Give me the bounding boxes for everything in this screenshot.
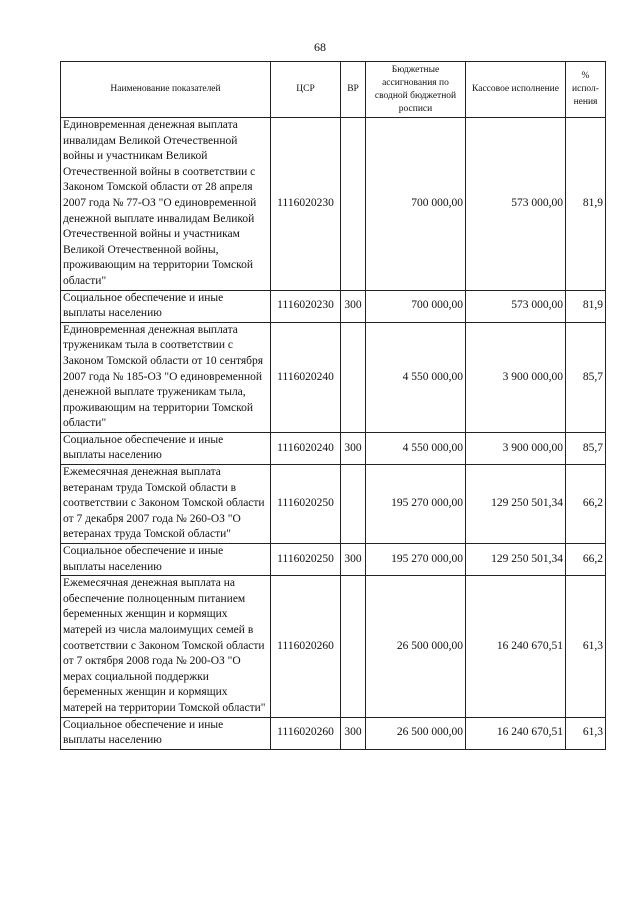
table-row [61,118,606,291]
row-pct: 81,9 [566,290,606,322]
page-number: 68 [314,40,326,54]
row-budget: 4 550 000,00 [366,322,466,432]
header-cash: Кассовое исполнение [466,62,566,118]
row-vr [341,465,366,544]
table-row [61,465,606,544]
row-name: Социальное обеспечение и иные выплаты населению [61,432,271,464]
row-name: Социальное обеспечение и иные выплаты населению [61,290,271,322]
row-cash: 3 900 000,00 [466,432,566,464]
budget-execution-table [60,61,606,750]
row-name: Ежемесячная денежная выплата ветеранам труда Томской области в соответствии с Законом Томской области от 7 декабря 2007 года № 260-ОЗ "О ветеранах труда Томской области" [61,465,271,544]
row-cash: 573 000,00 [466,118,566,291]
row-vr: 300 [341,544,366,576]
row-name: Социальное обеспечение и иные выплаты населению [61,544,271,576]
row-vr: 300 [341,717,366,749]
table-header-row [61,62,606,118]
row-name: Единовременная денежная выплата инвалидам Великой Отечественной войны и участникам Великой Отечественной войны в соответствии с Законом Томской области от 28 апреля 2007 года № 77-ОЗ "О единовременной денежной выплате инвалидам Великой Отечественной войны и участникам Великой Отечественной войны, проживающим на территории Томской области" [61,118,271,291]
header-csr: ЦСР [271,62,341,118]
row-pct: 66,2 [566,544,606,576]
row-pct: 61,3 [566,576,606,717]
row-budget: 26 500 000,00 [366,717,466,749]
row-budget: 700 000,00 [366,290,466,322]
header-pct: % испол-нения [566,62,606,118]
row-cash: 129 250 501,34 [466,544,566,576]
row-csr: 1116020260 [271,717,341,749]
row-pct: 61,3 [566,717,606,749]
row-vr [341,118,366,291]
table-row [61,432,606,464]
header-budget: Бюджетные ассигнования по сводной бюджетной росписи [366,62,466,118]
table-row [61,717,606,749]
row-csr: 1116020260 [271,576,341,717]
row-budget: 700 000,00 [366,118,466,291]
row-csr: 1116020240 [271,322,341,432]
table-row [61,576,606,717]
row-cash: 16 240 670,51 [466,717,566,749]
row-csr: 1116020230 [271,290,341,322]
header-vr: ВР [341,62,366,118]
row-csr: 1116020230 [271,118,341,291]
row-csr: 1116020250 [271,544,341,576]
row-name: Ежемесячная денежная выплата на обеспечение полноценным питанием беременных женщин и кормящих матерей из числа малоимущих семей в соответствии с Законом Томской области от 7 октября 2008 года № 200-ОЗ "О мерах социальной поддержки беременных женщин и кормящих матерей на территории Томской области" [61,576,271,717]
row-csr: 1116020240 [271,432,341,464]
table-row [61,322,606,432]
row-vr [341,322,366,432]
row-cash: 16 240 670,51 [466,576,566,717]
row-name: Социальное обеспечение и иные выплаты населению [61,717,271,749]
row-budget: 195 270 000,00 [366,465,466,544]
row-pct: 81,9 [566,118,606,291]
row-vr: 300 [341,432,366,464]
row-name: Единовременная денежная выплата труженикам тыла в соответствии с Законом Томской области от 10 сентября 2007 года № 185-ОЗ "О единовременной денежной выплате труженикам тыла, проживающим на территории Томской области" [61,322,271,432]
row-budget: 4 550 000,00 [366,432,466,464]
table-row [61,544,606,576]
row-budget: 195 270 000,00 [366,544,466,576]
row-pct: 85,7 [566,322,606,432]
row-csr: 1116020250 [271,465,341,544]
row-pct: 85,7 [566,432,606,464]
row-vr [341,576,366,717]
row-cash: 573 000,00 [466,290,566,322]
header-name: Наименование показателей [61,62,271,118]
table-row [61,290,606,322]
row-budget: 26 500 000,00 [366,576,466,717]
row-cash: 129 250 501,34 [466,465,566,544]
row-pct: 66,2 [566,465,606,544]
row-vr: 300 [341,290,366,322]
row-cash: 3 900 000,00 [466,322,566,432]
